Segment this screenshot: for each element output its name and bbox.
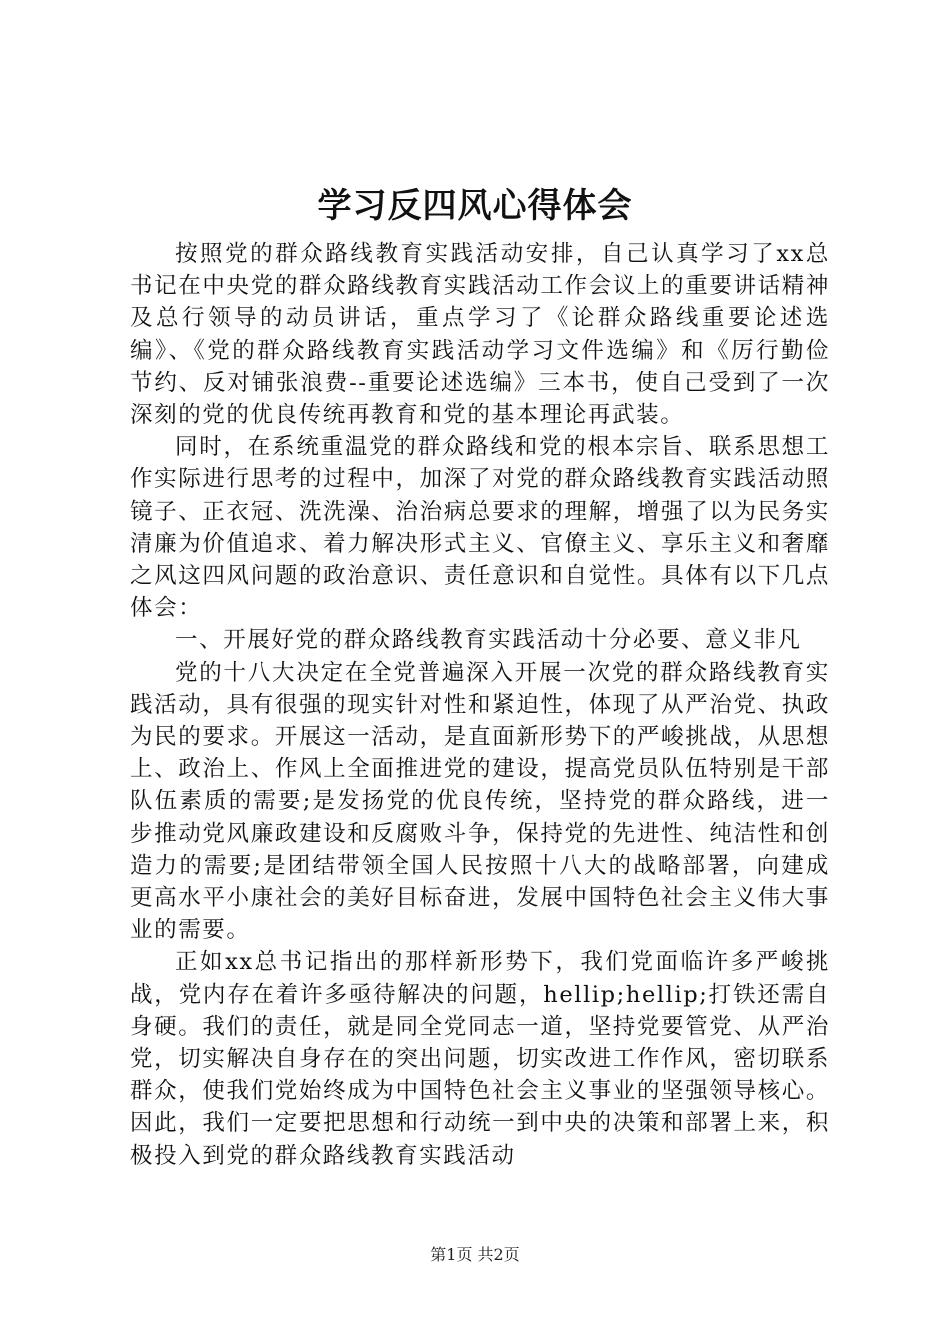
paragraph-2: 同时，在系统重温党的群众路线和党的根本宗旨、联系思想工作实际进行思考的过程中，加深了对党的群众路线教育实践活动照镜子、正衣冠、洗洗澡、治治病总要求的理解，增强了以为民务实清廉为价值追求、着力解决形式主义、官僚主义、享乐主义和奢靡之风这四风问题的政治意识、责任意识和自觉性。具体有以下几点体会：: [130, 434, 830, 622]
paragraph-4: 正如xx总书记指出的那样新形势下，我们党面临许多严峻挑战，党内存在着许多亟待解决的问题，hellip;hellip;打铁还需自身硬。我们的责任，就是同全党同志一道，坚持党要管党、从严治党，切实解决自身存在的突出问题，切实改进工作作风，密切联系群众，使我们党始终成为中国特色社会主义事业的坚强领导核心。因此，我们一定要把思想和行动统一到中央的决策和部署上来，积极投入到党的群众路线教育实践活动: [130, 949, 830, 1169]
document-body: [130, 238, 830, 1172]
paragraph-3: 党的十八大决定在全党普遍深入开展一次党的群众路线教育实践活动，具有很强的现实针对性和紧迫性，体现了从严治党、执政为民的要求。开展这一活动，是直面新形势下的严峻挑战，从思想上、政治上、作风上全面推进党的建设，提高党员队伍特别是干部队伍素质的需要;是发扬党的优良传统，坚持党的群众路线，进一步推动党风廉政建设和反腐败斗争，保持党的先进性、纯洁性和创造力的需要;是团结带领全国人民按照十八大的战略部署，向建成更高水平小康社会的美好目标奋进，发展中国特色社会主义伟大事业的需要。: [130, 659, 830, 944]
section-heading-1: 一、开展好党的群众路线教育实践活动十分必要、意义非凡: [175, 627, 802, 654]
paragraph-1: 按照党的群众路线教育实践活动安排，自己认真学习了xx总书记在中央党的群众路线教育实践活动工作会议上的重要讲话精神及总行领导的动员讲话，重点学习了《论群众路线重要论述选编》、《党的群众路线教育实践活动学习文件选编》和《厉行勤俭节约、反对铺张浪费--重要论述选编》三本书，使自己受到了一次深刻的党的优良传统再教育和党的基本理论再武装。: [130, 241, 830, 429]
page-number: 第1页 共2页: [430, 1245, 520, 1264]
document-title: 学习反四风心得体会: [317, 186, 633, 226]
